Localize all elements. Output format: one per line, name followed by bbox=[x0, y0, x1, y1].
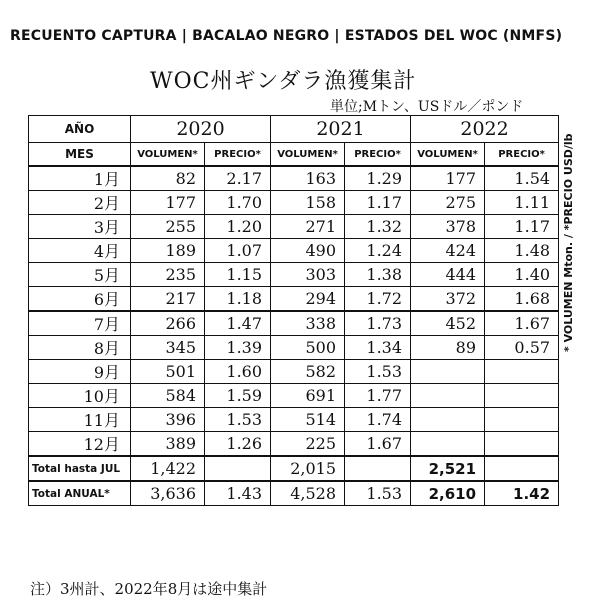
catch-table bbox=[28, 115, 559, 506]
price-cell: 0.57 bbox=[485, 336, 559, 360]
footnote: 注）3州計、2022年8月は途中集計 bbox=[30, 580, 268, 598]
total-price-cell bbox=[485, 456, 559, 481]
volume-cell: 158 bbox=[271, 191, 345, 215]
ano-label: AÑO bbox=[29, 116, 131, 143]
price-cell: 1.74 bbox=[345, 408, 411, 432]
price-cell: 1.54 bbox=[485, 166, 559, 191]
table-row bbox=[29, 360, 559, 384]
volume-cell bbox=[411, 408, 485, 432]
price-cell: 1.34 bbox=[345, 336, 411, 360]
volume-cell: 275 bbox=[411, 191, 485, 215]
price-cell: 1.67 bbox=[485, 311, 559, 336]
month-cell: 1月 bbox=[29, 166, 131, 191]
sub-header: VOLUMEN* bbox=[271, 143, 345, 167]
volume-cell: 163 bbox=[271, 166, 345, 191]
volume-cell bbox=[411, 384, 485, 408]
price-cell: 1.32 bbox=[345, 215, 411, 239]
total-label: Total ANUAL* bbox=[29, 481, 131, 506]
volume-cell: 444 bbox=[411, 263, 485, 287]
price-cell: 1.68 bbox=[485, 287, 559, 312]
sub-header: VOLUMEN* bbox=[131, 143, 205, 167]
price-cell: 1.70 bbox=[205, 191, 271, 215]
month-cell: 4月 bbox=[29, 239, 131, 263]
year-header-row bbox=[29, 116, 559, 143]
volume-cell: 452 bbox=[411, 311, 485, 336]
total-volume-cell: 2,015 bbox=[271, 456, 345, 481]
volume-cell bbox=[411, 360, 485, 384]
volume-cell: 255 bbox=[131, 215, 205, 239]
side-note: * VOLUMEN Mton. / *PRECIO USD/lb bbox=[562, 133, 575, 352]
volume-cell: 338 bbox=[271, 311, 345, 336]
price-cell: 1.17 bbox=[485, 215, 559, 239]
volume-cell: 271 bbox=[271, 215, 345, 239]
volume-cell: 424 bbox=[411, 239, 485, 263]
volume-cell: 225 bbox=[271, 432, 345, 457]
volume-cell: 189 bbox=[131, 239, 205, 263]
volume-cell: 582 bbox=[271, 360, 345, 384]
table-row bbox=[29, 215, 559, 239]
price-cell: 1.26 bbox=[205, 432, 271, 457]
volume-cell: 177 bbox=[411, 166, 485, 191]
volume-cell: 490 bbox=[271, 239, 345, 263]
volume-cell: 82 bbox=[131, 166, 205, 191]
price-cell: 1.67 bbox=[345, 432, 411, 457]
month-cell: 10月 bbox=[29, 384, 131, 408]
sub-header: PRECIO* bbox=[205, 143, 271, 167]
price-cell: 1.39 bbox=[205, 336, 271, 360]
volume-cell: 396 bbox=[131, 408, 205, 432]
sub-header: PRECIO* bbox=[485, 143, 559, 167]
table-row bbox=[29, 263, 559, 287]
total-price-cell: 1.43 bbox=[205, 481, 271, 506]
month-cell: 8月 bbox=[29, 336, 131, 360]
month-cell: 9月 bbox=[29, 360, 131, 384]
price-cell bbox=[485, 432, 559, 457]
table-row bbox=[29, 191, 559, 215]
volume-cell: 691 bbox=[271, 384, 345, 408]
total-row bbox=[29, 481, 559, 506]
price-cell: 1.53 bbox=[345, 360, 411, 384]
price-cell: 1.18 bbox=[205, 287, 271, 312]
table-row bbox=[29, 287, 559, 312]
table-row bbox=[29, 166, 559, 191]
volume-cell: 177 bbox=[131, 191, 205, 215]
month-cell: 12月 bbox=[29, 432, 131, 457]
volume-cell: 266 bbox=[131, 311, 205, 336]
volume-cell: 500 bbox=[271, 336, 345, 360]
month-cell: 3月 bbox=[29, 215, 131, 239]
month-cell: 7月 bbox=[29, 311, 131, 336]
price-cell: 1.20 bbox=[205, 215, 271, 239]
price-cell: 1.29 bbox=[345, 166, 411, 191]
price-cell: 1.59 bbox=[205, 384, 271, 408]
price-cell: 1.17 bbox=[345, 191, 411, 215]
price-cell: 1.11 bbox=[485, 191, 559, 215]
price-cell: 1.72 bbox=[345, 287, 411, 312]
total-row bbox=[29, 456, 559, 481]
price-cell: 1.24 bbox=[345, 239, 411, 263]
report-header: RECUENTO CAPTURA | BACALAO NEGRO | ESTADOS DEL WOC (NMFS) bbox=[10, 28, 563, 44]
month-cell: 2月 bbox=[29, 191, 131, 215]
price-cell: 1.53 bbox=[205, 408, 271, 432]
month-cell: 6月 bbox=[29, 287, 131, 312]
table-row bbox=[29, 311, 559, 336]
price-cell: 1.47 bbox=[205, 311, 271, 336]
volume-cell: 378 bbox=[411, 215, 485, 239]
sub-header: VOLUMEN* bbox=[411, 143, 485, 167]
sub-header: PRECIO* bbox=[345, 143, 411, 167]
volume-cell: 89 bbox=[411, 336, 485, 360]
year-2022: 2022 bbox=[411, 116, 559, 143]
table-row bbox=[29, 384, 559, 408]
total-price-cell: 1.42 bbox=[485, 481, 559, 506]
sub-header-row bbox=[29, 143, 559, 167]
units-label: 単位;Mトン、USドル／ポンド bbox=[330, 99, 524, 115]
total-volume-cell: 4,528 bbox=[271, 481, 345, 506]
total-price-cell bbox=[345, 456, 411, 481]
total-price-cell: 1.53 bbox=[345, 481, 411, 506]
total-volume-cell: 3,636 bbox=[131, 481, 205, 506]
mes-label: MES bbox=[29, 143, 131, 167]
price-cell bbox=[485, 408, 559, 432]
price-cell: 1.77 bbox=[345, 384, 411, 408]
table-title: WOC州ギンダラ漁獲集計 bbox=[150, 69, 417, 94]
table-row bbox=[29, 408, 559, 432]
total-volume-cell: 1,422 bbox=[131, 456, 205, 481]
total-volume-cell: 2,610 bbox=[411, 481, 485, 506]
month-cell: 11月 bbox=[29, 408, 131, 432]
price-cell: 1.73 bbox=[345, 311, 411, 336]
volume-cell: 217 bbox=[131, 287, 205, 312]
total-volume-cell: 2,521 bbox=[411, 456, 485, 481]
price-cell bbox=[485, 360, 559, 384]
volume-cell bbox=[411, 432, 485, 457]
volume-cell: 501 bbox=[131, 360, 205, 384]
total-price-cell bbox=[205, 456, 271, 481]
table-row bbox=[29, 239, 559, 263]
volume-cell: 372 bbox=[411, 287, 485, 312]
volume-cell: 389 bbox=[131, 432, 205, 457]
total-label: Total hasta JUL bbox=[29, 456, 131, 481]
volume-cell: 235 bbox=[131, 263, 205, 287]
price-cell: 1.40 bbox=[485, 263, 559, 287]
price-cell: 2.17 bbox=[205, 166, 271, 191]
price-cell: 1.15 bbox=[205, 263, 271, 287]
price-cell: 1.38 bbox=[345, 263, 411, 287]
volume-cell: 345 bbox=[131, 336, 205, 360]
year-2020: 2020 bbox=[131, 116, 271, 143]
volume-cell: 514 bbox=[271, 408, 345, 432]
price-cell: 1.60 bbox=[205, 360, 271, 384]
price-cell bbox=[485, 384, 559, 408]
table-row bbox=[29, 432, 559, 457]
volume-cell: 294 bbox=[271, 287, 345, 312]
volume-cell: 303 bbox=[271, 263, 345, 287]
month-cell: 5月 bbox=[29, 263, 131, 287]
price-cell: 1.07 bbox=[205, 239, 271, 263]
price-cell: 1.48 bbox=[485, 239, 559, 263]
volume-cell: 584 bbox=[131, 384, 205, 408]
year-2021: 2021 bbox=[271, 116, 411, 143]
table-row bbox=[29, 336, 559, 360]
